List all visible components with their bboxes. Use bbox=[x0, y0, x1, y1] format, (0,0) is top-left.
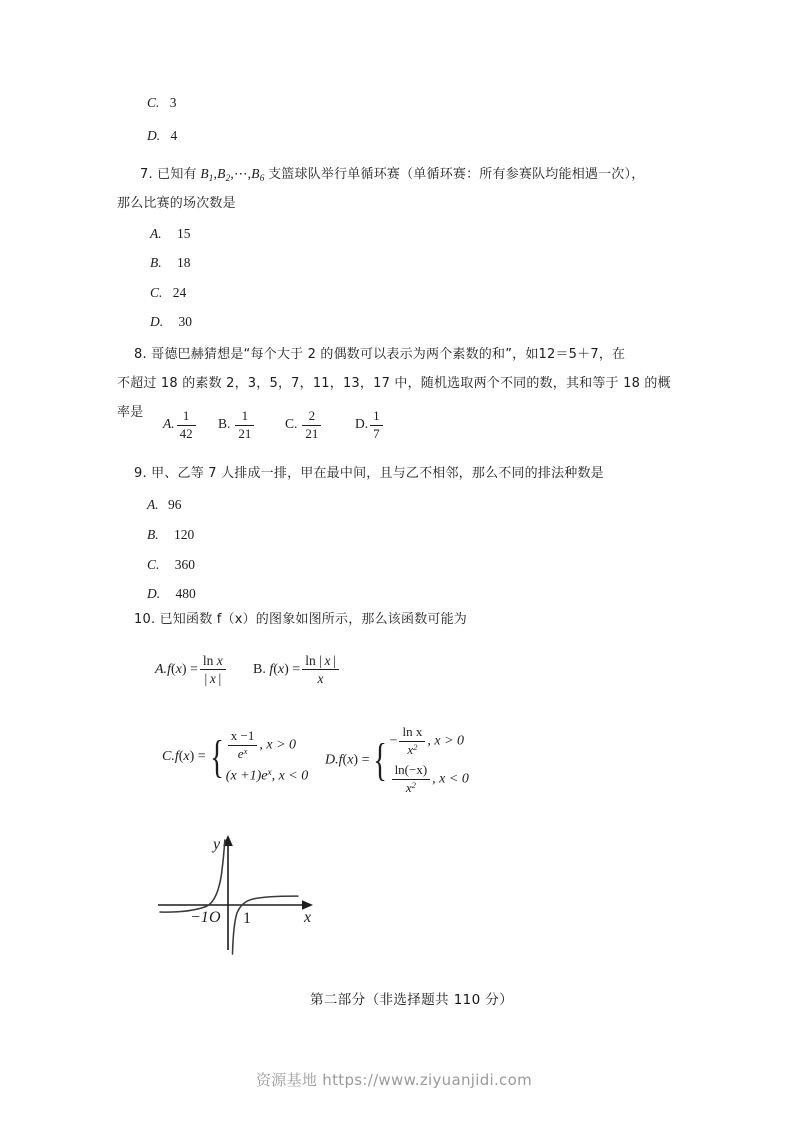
fraction-numerator: ln x bbox=[402, 724, 423, 739]
option-value: 3 bbox=[169, 95, 177, 110]
fraction-numerator: 2 bbox=[308, 408, 316, 423]
site-watermark: 资源基地 https://www.ziyuanjidi.com bbox=[256, 1071, 532, 1089]
option-label: C. bbox=[147, 557, 160, 572]
origin-label: O bbox=[209, 909, 221, 926]
option-label: A. bbox=[155, 661, 168, 677]
carryover-option-d bbox=[147, 128, 177, 144]
option-label: D. bbox=[325, 752, 339, 768]
question-10-option-a: A.f(x) = $\frac{\text{ln x}}{| x |}$ bbox=[155, 653, 228, 686]
option-label: D. bbox=[147, 128, 161, 143]
option-value: 120 bbox=[174, 527, 195, 542]
y-axis-label: y bbox=[213, 836, 221, 853]
option-label: A. bbox=[163, 416, 175, 432]
piecewise-condition: , x > 0 bbox=[259, 737, 297, 753]
fraction-numerator: 1 bbox=[182, 408, 190, 423]
fraction bbox=[235, 409, 254, 441]
option-value: 96 bbox=[168, 497, 182, 512]
question-7-stem-line-2: 那么比赛的场次数是 bbox=[117, 196, 236, 211]
fraction-denominator: x bbox=[302, 669, 339, 686]
fraction-denominator: $x^2$ bbox=[399, 741, 425, 758]
piecewise-row-2 bbox=[390, 760, 469, 798]
question-9-option-c bbox=[147, 557, 195, 573]
option-value: 18 bbox=[177, 255, 191, 270]
piecewise-row-1 bbox=[226, 726, 308, 764]
tick-label-one: 1 bbox=[243, 910, 251, 927]
fraction-numerator: x −1 bbox=[230, 728, 255, 743]
fraction-denominator: $x^2$ bbox=[392, 779, 431, 796]
fraction bbox=[370, 409, 383, 441]
q7-stem-prefix: 7. 已知有 bbox=[140, 167, 197, 182]
option-value: 30 bbox=[178, 314, 192, 329]
piecewise-condition: , x > 0 bbox=[427, 733, 465, 749]
option-value: 15 bbox=[177, 226, 191, 241]
option-value: 4 bbox=[170, 128, 178, 143]
fraction-numerator: ln | x | bbox=[305, 653, 336, 668]
option-value: 24 bbox=[172, 285, 187, 300]
curly-brace: { bbox=[209, 730, 224, 782]
fraction-denominator: 42 bbox=[177, 425, 196, 442]
question-9-option-b bbox=[147, 527, 194, 543]
question-8-stem-line-3: 率是 bbox=[117, 405, 144, 420]
q7-stem-mid: 支篮球队举行单循环赛（单循环赛：所有参赛队均能相遇一次）， bbox=[268, 167, 645, 182]
option-label: B. bbox=[147, 527, 159, 542]
question-8-option-a bbox=[163, 409, 198, 441]
fraction-numerator: 1 bbox=[373, 408, 380, 423]
curly-brace: { bbox=[373, 734, 388, 786]
question-10-option-d: D.f(x) = { − $\frac{\text{ln x}}{x^2}$ , x > 0 $\frac{\ln(-x)}{x^2}$ , x < 0 bbox=[325, 722, 469, 798]
fraction-numerator: ln x bbox=[202, 653, 223, 668]
carryover-option-c bbox=[147, 95, 177, 111]
function-graph-figure bbox=[150, 832, 325, 957]
question-10-option-b: B. f(x) = $\frac{\ln | x |}{x}$ bbox=[253, 653, 341, 686]
fraction bbox=[200, 653, 226, 686]
question-10-option-c: C.f(x) = { $\frac{x -1}{e^x}$ , x > 0 $(x +1)e^x$, x < 0 bbox=[162, 726, 308, 788]
option-b-function: f bbox=[269, 661, 274, 677]
option-label: C. bbox=[162, 749, 175, 765]
question-10-stem-line-1: 10. 已知函数 f（x）的图象如图所示，那么该函数可能为 bbox=[134, 612, 468, 627]
piecewise-condition: , x < 0 bbox=[432, 771, 469, 787]
question-8-stem-line-1: 8. 哥德巴赫猜想是“每个大于 2 的偶数可以表示为两个素数的和”，如12＝5＋7，在 bbox=[134, 347, 626, 362]
question-9-option-d bbox=[147, 586, 196, 602]
option-label: A. bbox=[150, 226, 162, 241]
option-label: D. bbox=[147, 586, 161, 601]
fraction bbox=[302, 653, 339, 686]
fraction-denominator: 21 bbox=[235, 425, 254, 442]
question-8-stem-line-2: 不超过 18 的素数 2，3，5，7，11，13，17 中，随机选取两个不同的数，其和等于 18 的概 bbox=[117, 376, 671, 391]
option-label: C. bbox=[147, 95, 160, 110]
option-label: A. bbox=[147, 497, 159, 512]
question-8-option-d bbox=[355, 409, 385, 441]
x-axis-label: x bbox=[304, 909, 312, 926]
question-7-option-b bbox=[150, 255, 191, 271]
tick-label-minus-one: −1 bbox=[190, 909, 209, 926]
option-label: C. bbox=[285, 416, 298, 432]
fraction-denominator: $e^x$ bbox=[228, 745, 258, 762]
option-label: B. bbox=[253, 661, 266, 677]
option-value: 360 bbox=[174, 557, 196, 572]
fraction-denominator: 21 bbox=[302, 425, 321, 442]
fraction-numerator: 1 bbox=[241, 408, 249, 423]
option-label: B. bbox=[218, 416, 231, 432]
fraction-denominator: | x | bbox=[200, 669, 226, 686]
piecewise-block bbox=[369, 722, 468, 798]
piecewise-row-2: $(x +1)e^x$, x < 0 bbox=[225, 767, 309, 784]
option-value: 480 bbox=[175, 586, 196, 601]
question-9-option-a bbox=[147, 497, 182, 513]
piecewise-row-1: − $\frac{\text{ln x}}{x^2}$ , x > 0 bbox=[389, 724, 465, 757]
option-label: D. bbox=[355, 416, 369, 432]
option-label: D. bbox=[150, 314, 164, 329]
fraction-numerator: ln(−x) bbox=[394, 762, 428, 778]
fraction-denominator: 7 bbox=[370, 425, 383, 442]
question-8-option-c bbox=[285, 409, 323, 441]
question-8-option-b bbox=[218, 409, 256, 441]
fraction bbox=[177, 409, 196, 441]
option-label: B. bbox=[150, 255, 162, 270]
question-9-stem-line-1: 9. 甲、乙等 7 人排成一排，甲在最中间，且与乙不相邻，那么不同的排法种数是 bbox=[134, 466, 604, 481]
question-7-stem-line-1: 7. 已知有 $B_1,B_2,\cdots,B_6$ 支篮球队举行单循环赛（单循环赛：所有参赛队均能相遇一次）， bbox=[140, 166, 645, 183]
option-label: C. bbox=[150, 285, 163, 300]
piecewise-block bbox=[206, 726, 309, 788]
part-two-heading: 第二部分（非选择题共 110 分） bbox=[310, 992, 514, 1008]
question-7-option-d bbox=[150, 314, 192, 330]
fraction bbox=[302, 409, 321, 441]
question-7-option-a bbox=[150, 226, 191, 242]
question-7-option-c bbox=[150, 285, 186, 301]
option-a-function: f bbox=[167, 661, 171, 677]
